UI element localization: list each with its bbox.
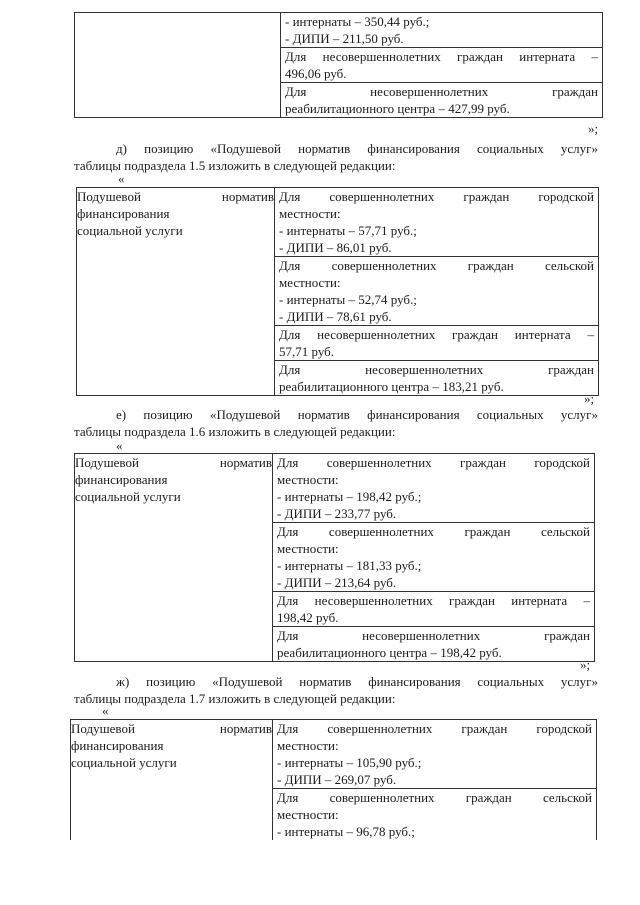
table-line: - интернаты – 198,42 руб.; bbox=[277, 489, 422, 504]
table-line: Для совершеннолетних граждан городской bbox=[277, 455, 590, 470]
table-zh bbox=[70, 719, 597, 840]
table-line: местности: bbox=[279, 275, 341, 290]
paragraph-e bbox=[74, 406, 598, 440]
table-line: местности: bbox=[277, 541, 339, 556]
table-line: Для совершеннолетних граждан городской bbox=[279, 189, 594, 204]
table-line: 496,06 руб. bbox=[285, 66, 347, 81]
paragraph-d bbox=[74, 140, 598, 174]
table-label-line: Подушевой норматив bbox=[77, 189, 274, 204]
table-line: - ДИПИ – 213,64 руб. bbox=[277, 575, 397, 590]
table-value-cell bbox=[275, 188, 599, 396]
table-line: Для совершеннолетних граждан сельской bbox=[273, 522, 594, 540]
table-line: 57,71 руб. bbox=[279, 344, 335, 359]
closing-quote: »; bbox=[584, 391, 595, 406]
table-line: - ДИПИ – 233,77 руб. bbox=[277, 506, 397, 521]
table-line: Для несовершеннолетних граждан bbox=[281, 82, 602, 100]
table-value-cell bbox=[281, 13, 603, 118]
table-d bbox=[76, 187, 599, 396]
table-label-line: Подушевой норматив bbox=[71, 721, 272, 736]
table-label-line: социальной услуги bbox=[75, 489, 181, 504]
table-line: Для совершеннолетних граждан сельской bbox=[273, 788, 596, 806]
table-label-line: финансирования bbox=[71, 738, 164, 753]
table-line: - ДИПИ – 78,61 руб. bbox=[279, 309, 392, 324]
table-label-line: финансирования bbox=[75, 472, 168, 487]
table-label-line: финансирования bbox=[77, 206, 170, 221]
table-line: Для несовершеннолетних граждан интерната – bbox=[273, 591, 594, 609]
table-value-cell bbox=[273, 720, 597, 841]
opening-quote: « bbox=[102, 703, 109, 718]
table-line: Для несовершеннолетних граждан интерната – bbox=[275, 325, 598, 343]
table-line: Для совершеннолетних граждан городской bbox=[277, 721, 592, 736]
table-line: Для несовершеннолетних граждан bbox=[275, 360, 598, 378]
table-label-cell bbox=[75, 13, 281, 118]
table-line: местности: bbox=[277, 472, 339, 487]
closing-quote: »; bbox=[588, 121, 599, 136]
table-label-cell bbox=[71, 720, 273, 841]
table-line: реабилитационного центра – 198,42 руб. bbox=[277, 645, 502, 660]
table-line: - интернаты – 105,90 руб.; bbox=[277, 755, 422, 770]
closing-quote: »; bbox=[580, 657, 591, 672]
table-line: 198,42 руб. bbox=[277, 610, 339, 625]
table-continuation bbox=[74, 12, 603, 118]
table-label-cell bbox=[75, 454, 273, 662]
table-line: Для несовершеннолетних граждан bbox=[273, 626, 594, 644]
opening-quote: « bbox=[116, 438, 123, 453]
paragraph-line: таблицы подраздела 1.7 изложить в следующей редакции: bbox=[74, 691, 396, 706]
table-label-line: социальной услуги bbox=[77, 223, 183, 238]
table-line: - интернаты – 350,44 руб.; bbox=[285, 14, 430, 29]
table-line: Для совершеннолетних граждан сельской bbox=[275, 256, 598, 274]
paragraph-line: е) позицию «Подушевой норматив финансирования социальных услуг» bbox=[116, 407, 598, 422]
table-line: - ДИПИ – 269,07 руб. bbox=[277, 772, 397, 787]
opening-quote: « bbox=[118, 171, 125, 186]
paragraph-zh bbox=[74, 673, 598, 707]
paragraph-line: таблицы подраздела 1.5 изложить в следующей редакции: bbox=[74, 158, 396, 173]
table-line: - ДИПИ – 86,01 руб. bbox=[279, 240, 392, 255]
table-label-line: социальной услуги bbox=[71, 755, 177, 770]
table-line: реабилитационного центра – 183,21 руб. bbox=[279, 379, 504, 394]
table-label-cell bbox=[77, 188, 275, 396]
table-line: - ДИПИ – 211,50 руб. bbox=[285, 31, 404, 46]
paragraph-line: таблицы подраздела 1.6 изложить в следующей редакции: bbox=[74, 424, 396, 439]
table-line: - интернаты – 52,74 руб.; bbox=[279, 292, 417, 307]
table-line: - интернаты – 181,33 руб.; bbox=[277, 558, 422, 573]
table-value-cell bbox=[273, 454, 595, 662]
table-e bbox=[74, 453, 595, 662]
table-line: местности: bbox=[279, 206, 341, 221]
table-line: местности: bbox=[277, 738, 339, 753]
table-line: - интернаты – 96,78 руб.; bbox=[277, 824, 415, 839]
paragraph-line: д) позицию «Подушевой норматив финансирования социальных услуг» bbox=[116, 141, 598, 156]
table-line: Для несовершеннолетних граждан интерната – bbox=[281, 47, 602, 65]
table-label-line: Подушевой норматив bbox=[75, 455, 272, 470]
table-line: - интернаты – 57,71 руб.; bbox=[279, 223, 417, 238]
table-line: реабилитационного центра – 427,99 руб. bbox=[285, 101, 510, 116]
paragraph-line: ж) позицию «Подушевой норматив финансирования социальных услуг» bbox=[116, 674, 598, 689]
table-line: местности: bbox=[277, 807, 339, 822]
